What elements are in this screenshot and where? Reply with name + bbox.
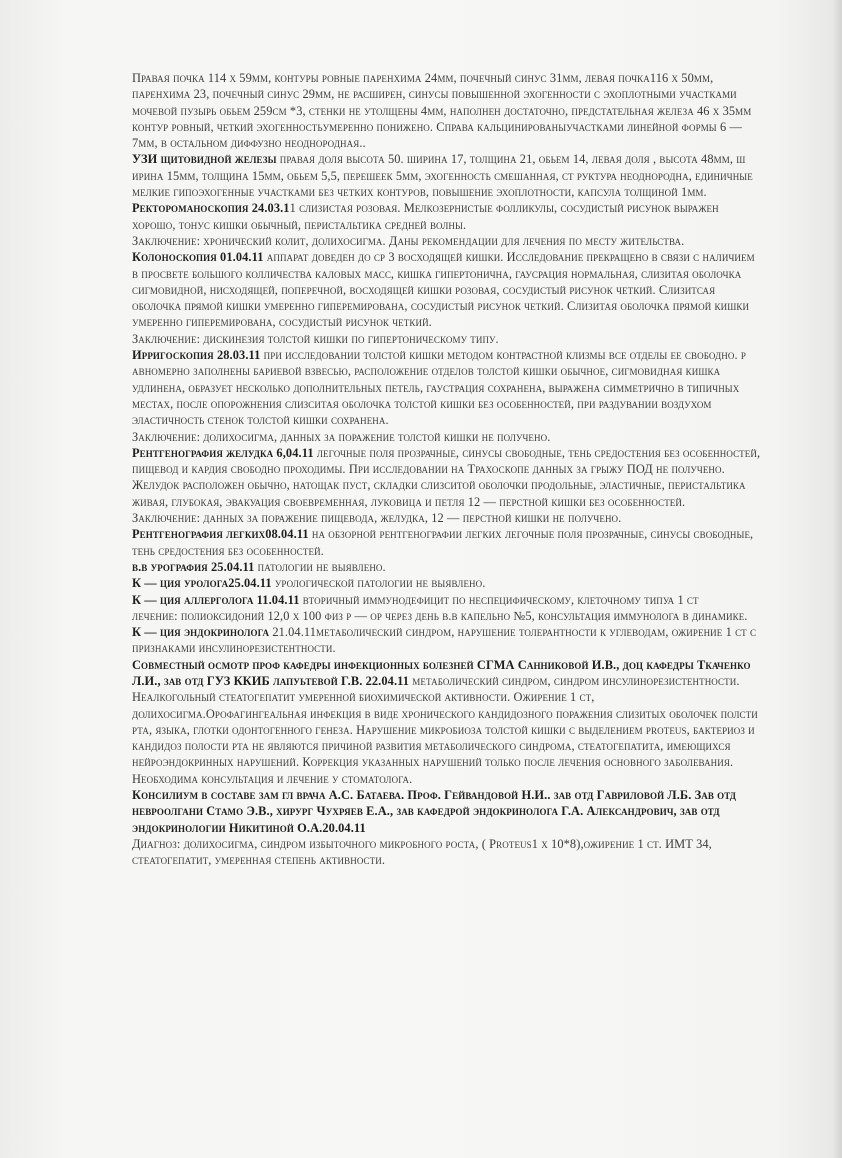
paragraph-urologist: К — ция уролога25.04.11 урологической патологии не выявлено. — [132, 576, 486, 591]
paragraph-colonoscopy: Колоноскопия 01.04.11 аппарат доведен до ср 3 восходящей кишки. Исследование прекращено в связи с наличием в просвете большого колличества каловых масс, кишка гипертонична, гаусрация нормальная, слизитая оболочка сигмовидной, нисходящей, поперечной, восходящей кишки розовая, сосудистый рисунок четкий. Слизитсая оболочка прямой кишки умеренно гиперемирована, сосудистый рисунок четкий. Слизитая оболочка прямой кишки умеренно гиперемирована, сосудистый рисунок четкий. — [132, 250, 755, 330]
paragraph-endocrinologist: К — ция эндокринолога 21.04.11метаболический синдром, нарушение толерантности к углеводам, ожирение 1 ст с признаками инсулинорезистентности. — [132, 625, 757, 656]
page-edge-shadow — [832, 0, 842, 1158]
paragraph-conclusion-esophagus: Заключение: данных за поражение пищевода, желудка, 12 — перстной кишки не получено. — [132, 511, 622, 526]
paragraph-conclusion-dolichosigma: Заключение: долихосигма, данных за поражение толстой кишки не получено. — [132, 429, 551, 444]
paragraph-conclusion-colitis: Заключение: хронический колит, долихосигма. Даны рекомендации для лечения по месту жительства. — [132, 233, 685, 248]
paragraph-rectoromanoscopy: Ректороманоскопия 24.03.11 слизистая розовая. Мелкозернистые фолликулы, сосудистый рисунок выражен хорошо, тонус кишки обычный, перистальтика средней волны. — [132, 201, 719, 232]
paragraph-dentist-consultation: Необходима консультация и лечение у стоматолога. — [132, 771, 413, 786]
paragraph-conclusion-dyskinesia: Заключение: дискинезия толстой кишки по гипертоническому типу. — [132, 331, 499, 346]
paragraph-lung-xray: Рентгенография легких08.04.11 на обзорной рентгенографии легких легочные поля прозрачные, синусы свободные, тень средостения без особенностей. — [132, 527, 754, 558]
paragraph-diagnosis: Диагноз: долихосигма, синдром избыточного микробного роста, ( Proteus1 х 10*8),ожирение 1 ст. ИМТ 34, стеатогепатит, умеренная степень активности. — [132, 836, 712, 868]
paragraph-consilium: Консилиум в составе зам гл врача А.С. Батаева. Проф. Гейвандовой Н.И.. зав отд Гавриловой Л.Б. Зав отд невроолгани Стамо Э.В., хирург Чухряев Е.А., зав кафедрой эндокринолога Г.А. Александрович, зав отд эндокринологии Никитиной О.А.20.04.11 — [132, 788, 737, 835]
paragraph-thyroid-ultrasound: УЗИ щитовидной железы правая доля высота 50. ширина 17, толщина 21, обьем 14, левая доля , высота 48мм, ш ирина 15мм, толщина 15мм, обьем 5,5, перешеек 5мм, эхогенность смешанная, ст руктура неоднородна, единичные мелкие гипоэхогенные участками без четких контуров, повышение эхоплотности, капсула толщиной 1мм. — [132, 152, 753, 200]
paragraph-stomach-xray: Рентгенография желудка 6,04.11 легочные поля прозрачные, синусы свободные, тень средостения без особенностей, пищевод и кардия свободно проходимы. При исследовании на Трахоскопе данных за грыжу ПОД не получено. Желудок расположен обычно, натощак пуст, складки слизситой оболочки продольные, эластичные, перистальтика живая, глубокая, эвакуация своевременная, луковица и петля 12 — перстной кишки без особенностей. — [132, 445, 761, 509]
paragraph-urography: в.в урография 25.04.11 патологии не выявлено. — [132, 559, 386, 574]
document-body — [132, 70, 762, 869]
paragraph-irrigoscopy: Ирригоскопия 28.03.11 при исследовании толстой кишки методом контрастной клизмы все отделы ее свободно. р авномерно заполнены бариевой взвесью, расположение отделов толстой кишки обычное, сигмовидная кишка удлинена, образует несколько дополнительных петель, гаустрация сохранена, выражена симметрично в типичных местах, после опорожнения слизситая оболочка толстой кишки без особенностей, при раздувании воздухом эластичность стенок толстой кишки сохранена. — [132, 348, 746, 428]
paragraph-allergologist: К — ция аллерголога 11.04.11 вторичный иммунодефицит по неспецифическому, клеточному типуа 1 ст — [132, 592, 699, 607]
paragraph-treatment: лечение: полиоксидоний 12,0 х 100 физ р — ор через день в.в капельно №5, консультация иммунолога в динамике. — [132, 608, 748, 623]
paragraph-kidneys: Правая почка 114 х 59мм, контуры ровные паренхима 24мм, почечный синус 31мм, левая почка116 х 50мм, паренхима 23, почечный синус 29мм, не расширен, синусы повышенной эхогенности с эхоплотными участками мочевой пузырь обьем 259см *3, стенки не утолщены 4мм, наполнен достаточно, предстательная железа 46 х 35мм контур ровный, четкий эхогенностьумеренно понижено. Справа кальцинированыучастками линейной формы 6 — 7мм, в остальном диффузно неоднородная.. — [132, 71, 752, 151]
paragraph-joint-examination: Совместный осмотр проф кафедры инфекционных болезней СГМА Санниковой И.В., доц кафедры Ткаченко Л.И., зав отд ГУЗ ККИБ лапуьтевой Г.В. 22.04.11 метаболический синдром, синдром инсулинорезистентности. Неалкогольный стеатогепатит умеренной биохимической активности. Ожирение 1 ст, долихосигма.Орофагингеальная инфекция в виде хронического кандидозного поражения слизитых оболочек полсти рта, языка, глотки одонтогенного генеза. Нарушение микробиоза толстой кишки с выделением proteus, бактериоз и кандидоз полости рта не являются причиной развития метаболического синдрома, стеатогепатита, имеющихся нейроэндокринных нарушений. Коррекция указанных нарушений только после лечения основного заболевания. — [132, 657, 758, 770]
